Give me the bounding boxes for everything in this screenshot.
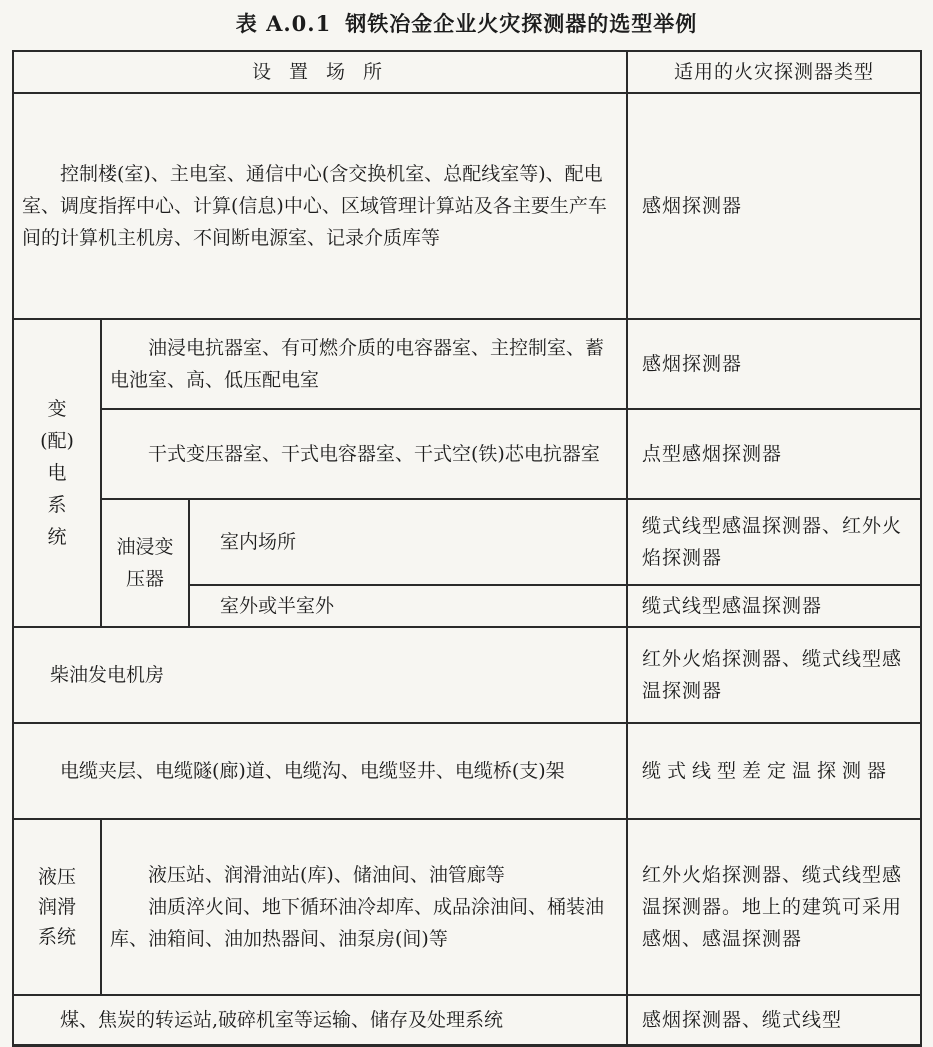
detector-cell: 缆式线型感温探测器 [627,585,921,627]
location-line: 液压站、润滑油站(库)、储油间、油管廊等 [148,864,505,886]
location-cell: 室外或半室外 [189,585,627,627]
location-cell: 油浸电抗器室、有可燃介质的电容器室、主控制室、蓄电池室、高、低压配电室 [101,319,627,409]
table-row [13,819,921,995]
header-detector-type: 适用的火灾探测器类型 [627,51,921,93]
location-cell: 室内场所 [189,499,627,585]
location-cell: 柴油发电机房 [13,627,627,723]
location-cell: 控制楼(室)、主电室、通信中心(含交换机室、总配线室等)、配电室、调度指挥中心、计算(信息)中心、区域管理计算站及各主要生产车间的计算机主机房、不间断电源室、记录介质库等 [13,93,627,319]
table-row [13,319,921,409]
detector-cell: 红外火焰探测器、缆式线型感温探测器。地上的建筑可采用感烟、感温探测器 [627,819,921,995]
header-location: 设 置 场 所 [13,51,627,93]
location-cell [101,819,627,995]
detector-cell: 感烟探测器 [627,93,921,319]
table-caption: 钢铁冶金企业火灾探测器的选型举例 [345,11,698,36]
location-cell: 电缆夹层、电缆隧(廊)道、电缆沟、电缆竖井、电缆桥(支)架 [13,723,627,819]
subgroup-label-oil-transformer: 油浸变 压器 [101,499,189,627]
table-row [13,409,921,499]
detector-cell: 缆式线型差定温探测器 [627,723,921,819]
table-row [13,723,921,819]
detector-selection-table [12,50,922,1047]
detector-cell: 缆式线型感温探测器、红外火焰探测器 [627,499,921,585]
location-cell: 煤、焦炭的转运站,破碎机室等运输、储存及处理系统 [13,995,627,1045]
detector-cell: 点型感烟探测器 [627,409,921,499]
location-line: 油质淬火间、地下循环油冷却库、成品涂油间、桶装油库、油箱间、油加热器间、油泵房(间)等 [110,896,605,950]
table-row [13,627,921,723]
header-row [13,51,921,93]
table-row [13,499,921,585]
table-row [13,995,921,1045]
table-title [0,8,933,38]
group-label-substation: 变 (配) 电 系 统 [13,319,101,627]
group-label-hydraulic: 液压 润滑 系统 [13,819,101,995]
table-row [13,93,921,319]
detector-cell: 红外火焰探测器、缆式线型感温探测器 [627,627,921,723]
table-number: 表 A.0.1 [235,11,332,36]
detector-cell: 感烟探测器、缆式线型 [627,995,921,1045]
detector-cell: 感烟探测器 [627,319,921,409]
location-cell: 干式变压器室、干式电容器室、干式空(铁)芯电抗器室 [101,409,627,499]
